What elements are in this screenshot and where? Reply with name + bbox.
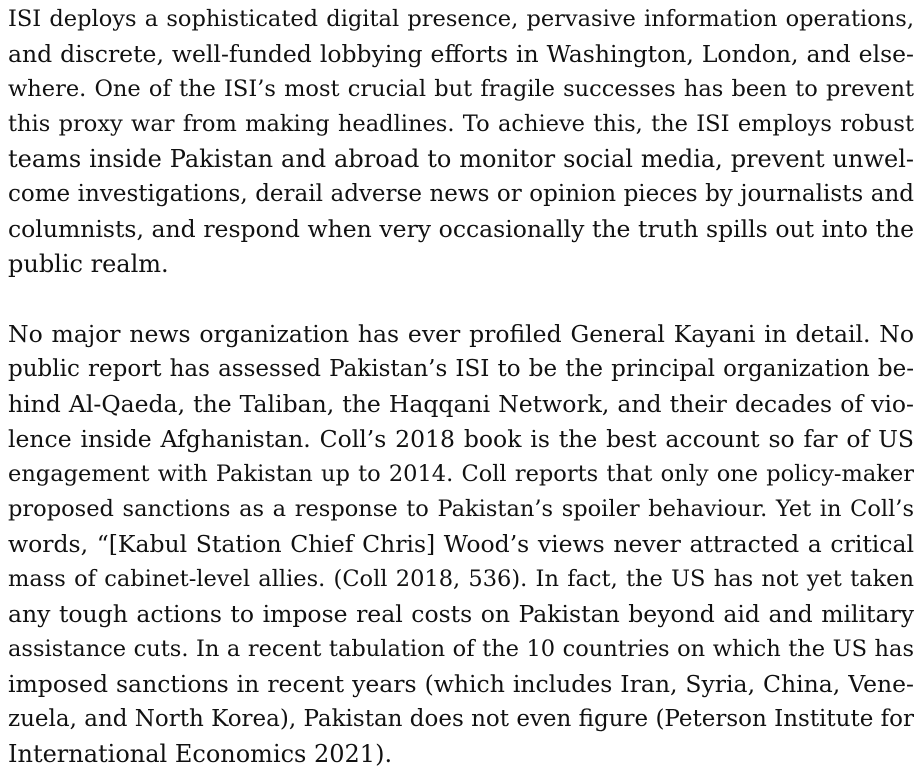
text-line: this proxy war from making headlines. To achieve this, the ISI employs robust <box>8 111 914 137</box>
text-line: lence inside Afghanistan. Coll’s 2018 book is the best account so far of US <box>8 425 914 453</box>
text-line: ISI deploys a sophisticated digital presence, pervasive information operations, <box>8 6 914 32</box>
text-line: assistance cuts. In a recent tabulation of the 10 countries on which the US has <box>8 636 914 662</box>
text-line: public realm. <box>8 250 169 278</box>
text-line: words, “[Kabul Station Chief Chris] Wood’s views never attracted a critical <box>8 530 914 558</box>
text-line: where. One of the ISI’s most crucial but fragile successes has been to prevent <box>8 76 914 102</box>
text-line: any tough actions to impose real costs on Pakistan beyond aid and military <box>8 600 914 628</box>
paragraph-spacer <box>8 282 914 317</box>
text-line: No major news organization has ever profiled General Kayani in detail. No <box>8 320 914 348</box>
text-line: columnists, and respond when very occasionally the truth spills out into the <box>8 215 914 243</box>
text-line: engagement with Pakistan up to 2014. Coll reports that only one policy-maker <box>8 461 914 487</box>
text-line: and discrete, well-funded lobbying efforts in Washington, London, and else- <box>8 40 914 68</box>
text-line: hind Al-Qaeda, the Taliban, the Haqqani Network, and their decades of vio- <box>8 390 914 418</box>
text-line: come investigations, derail adverse news or opinion pieces by journalists and <box>8 181 914 207</box>
text-line: zuela, and North Korea), Pakistan does not even figure (Peterson Institute for <box>8 706 914 732</box>
document-page <box>8 2 914 772</box>
text-line: public report has assessed Pakistan’s ISI to be the principal organization be- <box>8 356 914 382</box>
text-line: International Economics 2021). <box>8 740 393 768</box>
paragraph-1 <box>8 2 914 282</box>
text-line: proposed sanctions as a response to Pakistan’s spoiler behaviour. Yet in Coll’s <box>8 496 914 522</box>
text-line: mass of cabinet-level allies. (Coll 2018, 536). In fact, the US has not yet taken <box>8 566 914 592</box>
text-line: imposed sanctions in recent years (which includes Iran, Syria, China, Vene- <box>8 670 914 698</box>
paragraph-2 <box>8 317 914 772</box>
text-line: teams inside Pakistan and abroad to monitor social media, prevent unwel- <box>8 145 914 173</box>
